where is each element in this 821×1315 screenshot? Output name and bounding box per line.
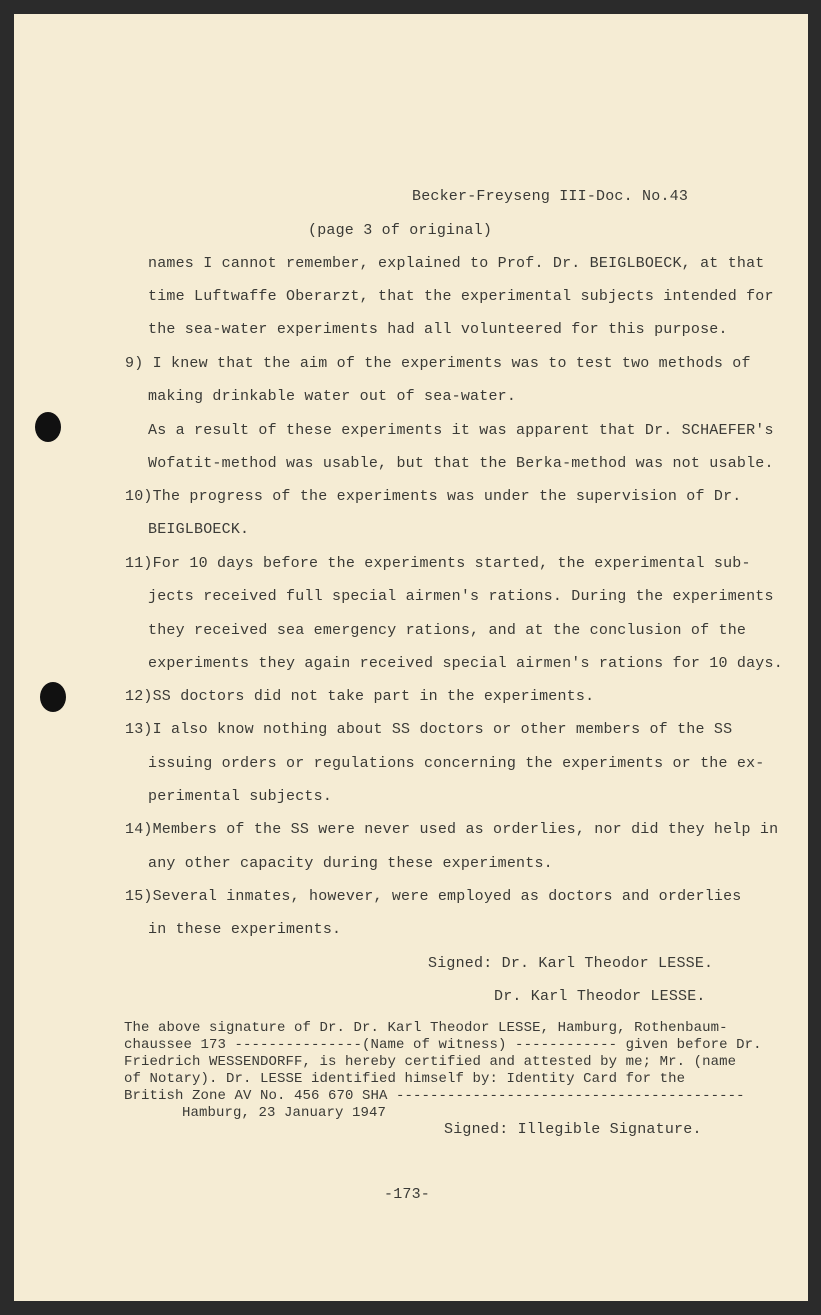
document-page xyxy=(14,14,808,1301)
signatory-name: Dr. Karl Theodor LESSE. xyxy=(494,988,706,1005)
punch-hole-top xyxy=(35,412,61,442)
certification-line: British Zone AV No. 456 670 SHA ----------------------------------------- xyxy=(124,1088,745,1104)
body-line: 13)I also know nothing about SS doctors or other members of the SS xyxy=(125,721,733,738)
body-line: names I cannot remember, explained to Prof. Dr. BEIGLBOECK, at that xyxy=(148,255,765,272)
body-line: in these experiments. xyxy=(148,921,342,938)
certification-line: of Notary). Dr. LESSE identified himself by: Identity Card for the xyxy=(124,1071,686,1087)
certification-line: The above signature of Dr. Dr. Karl Theodor LESSE, Hamburg, Rothenbaum- xyxy=(124,1020,728,1036)
body-line: 15)Several inmates, however, were employed as doctors and orderlies xyxy=(125,888,742,905)
notary-signed: Signed: Illegible Signature. xyxy=(444,1121,702,1138)
body-line: making drinkable water out of sea-water. xyxy=(148,388,517,405)
body-line: 12)SS doctors did not take part in the experiments. xyxy=(125,688,595,705)
certification-line: Friedrich WESSENDORFF, is hereby certified and attested by me; Mr. (name xyxy=(124,1054,737,1070)
body-line: 14)Members of the SS were never used as orderlies, nor did they help in xyxy=(125,821,779,838)
body-line: BEIGLBOECK. xyxy=(148,521,250,538)
body-line: As a result of these experiments it was apparent that Dr. SCHAEFER's xyxy=(148,422,774,439)
body-line: the sea-water experiments had all volunteered for this purpose. xyxy=(148,321,728,338)
certification-line: chaussee 173 ---------------(Name of witness) ------------ given before Dr. xyxy=(124,1037,762,1053)
document-reference: Becker-Freyseng III-Doc. No.43 xyxy=(412,188,689,205)
punch-hole-bottom xyxy=(40,682,66,712)
signed-line: Signed: Dr. Karl Theodor LESSE. xyxy=(428,955,714,972)
body-line: any other capacity during these experiments. xyxy=(148,855,553,872)
body-line: they received sea emergency rations, and at the conclusion of the xyxy=(148,622,747,639)
body-line: perimental subjects. xyxy=(148,788,333,805)
certification-date: Hamburg, 23 January 1947 xyxy=(182,1105,387,1121)
body-line: 11)For 10 days before the experiments started, the experimental sub- xyxy=(125,555,751,572)
body-line: jects received full special airmen's rations. During the experiments xyxy=(148,588,774,605)
body-line: experiments they again received special airmen's rations for 10 days. xyxy=(148,655,783,672)
body-line: time Luftwaffe Oberarzt, that the experimental subjects intended for xyxy=(148,288,774,305)
body-line: 9) I knew that the aim of the experiments was to test two methods of xyxy=(125,355,751,372)
original-page-note: (page 3 of original) xyxy=(308,222,493,239)
body-line: issuing orders or regulations concerning the experiments or the ex- xyxy=(148,755,765,772)
body-line: Wofatit-method was usable, but that the Berka-method was not usable. xyxy=(148,455,774,472)
body-line: 10)The progress of the experiments was under the supervision of Dr. xyxy=(125,488,742,505)
page-number: -173- xyxy=(384,1186,431,1203)
